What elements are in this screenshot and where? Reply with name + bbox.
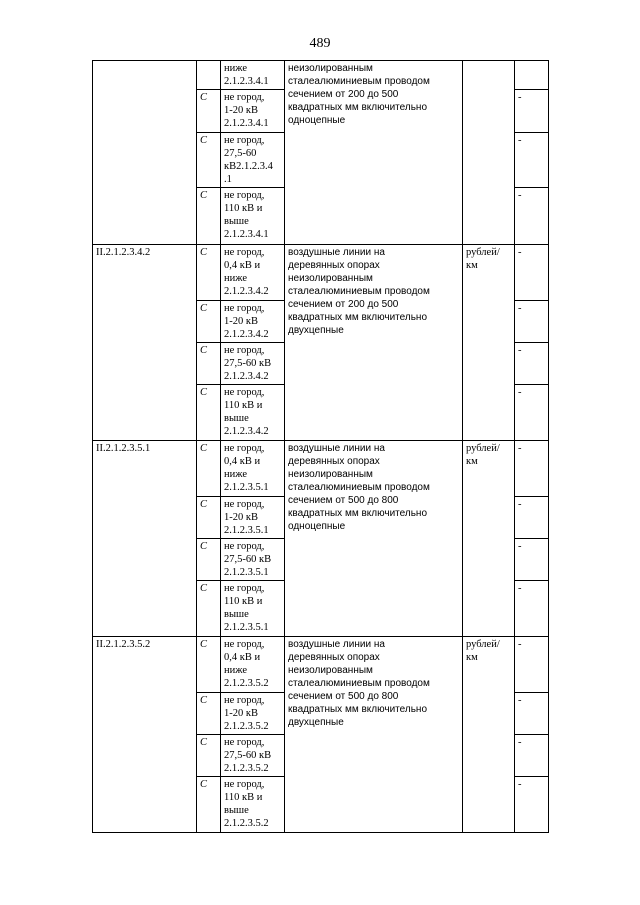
value-cell: -	[515, 133, 549, 188]
voltage-class-letter: С	[197, 637, 221, 693]
unit-cell	[463, 61, 515, 245]
value-cell: -	[515, 539, 549, 581]
voltage-class-letter: С	[197, 497, 221, 539]
voltage-subject: не город, 110 кВ и выше 2.1.2.3.5.1	[221, 581, 285, 637]
voltage-subject: не город, 110 кВ и выше 2.1.2.3.4.2	[221, 385, 285, 441]
row-code: II.2.1.2.3.5.2	[93, 637, 197, 833]
voltage-class-letter: С	[197, 133, 221, 188]
table-row	[93, 637, 549, 693]
unit-cell: рублей/ км	[463, 441, 515, 637]
value-cell: -	[515, 581, 549, 637]
voltage-class-letter: С	[197, 385, 221, 441]
voltage-subject: не город, 27,5-60 кВ2.1.2.3.4 .1	[221, 133, 285, 188]
table-row	[93, 245, 549, 301]
value-cell: -	[515, 735, 549, 777]
line-description: воздушные линии на деревянных опорах неизолированным сталеалюминиевым проводом сечением от 500 до 800 квадратных мм включительно одноцепные	[285, 441, 463, 637]
voltage-class-letter: С	[197, 301, 221, 343]
value-cell: -	[515, 497, 549, 539]
voltage-class-letter: С	[197, 90, 221, 133]
voltage-subject: не город, 0,4 кВ и ниже 2.1.2.3.5.2	[221, 637, 285, 693]
voltage-class-letter: С	[197, 735, 221, 777]
value-cell: -	[515, 90, 549, 133]
page-number: 489	[309, 36, 331, 51]
value-cell: -	[515, 441, 549, 497]
voltage-class-letter: С	[197, 539, 221, 581]
voltage-subject: не город, 0,4 кВ и ниже 2.1.2.3.4.2	[221, 245, 285, 301]
value-cell: -	[515, 245, 549, 301]
voltage-subject: не город, 1-20 кВ 2.1.2.3.5.1	[221, 497, 285, 539]
voltage-class-letter: С	[197, 245, 221, 301]
value-cell: -	[515, 777, 549, 833]
value-cell: -	[515, 637, 549, 693]
unit-cell: рублей/ км	[463, 637, 515, 833]
tariff-table	[92, 60, 549, 833]
voltage-subject: не город, 27,5-60 кВ 2.1.2.3.5.2	[221, 735, 285, 777]
value-cell: -	[515, 343, 549, 385]
voltage-subject: не город, 0,4 кВ и ниже 2.1.2.3.5.1	[221, 441, 285, 497]
value-cell: -	[515, 693, 549, 735]
row-code: II.2.1.2.3.4.2	[93, 245, 197, 441]
voltage-subject: не город, 27,5-60 кВ 2.1.2.3.4.2	[221, 343, 285, 385]
value-cell	[515, 61, 549, 90]
unit-cell: рублей/ км	[463, 245, 515, 441]
value-cell: -	[515, 301, 549, 343]
voltage-class-letter: С	[197, 441, 221, 497]
voltage-class-letter: С	[197, 343, 221, 385]
voltage-subject: не город, 110 кВ и выше 2.1.2.3.5.2	[221, 777, 285, 833]
value-cell: -	[515, 385, 549, 441]
voltage-class-letter: С	[197, 188, 221, 245]
voltage-subject: не город, 1-20 кВ 2.1.2.3.4.1	[221, 90, 285, 133]
row-code	[93, 61, 197, 245]
voltage-class-letter: С	[197, 581, 221, 637]
value-cell: -	[515, 188, 549, 245]
voltage-subject: не город, 27,5-60 кВ 2.1.2.3.5.1	[221, 539, 285, 581]
line-description: воздушные линии на деревянных опорах неизолированным сталеалюминиевым проводом сечением от 200 до 500 квадратных мм включительно двухцепные	[285, 245, 463, 441]
table-row	[93, 61, 549, 90]
voltage-subject: не город, 1-20 кВ 2.1.2.3.5.2	[221, 693, 285, 735]
voltage-subject: не город, 110 кВ и выше 2.1.2.3.4.1	[221, 188, 285, 245]
voltage-class-letter: С	[197, 693, 221, 735]
voltage-class-letter	[197, 61, 221, 90]
voltage-subject: ниже 2.1.2.3.4.1	[221, 61, 285, 90]
line-description: неизолированным сталеалюминиевым проводом сечением от 200 до 500 квадратных мм включительно одноцепные	[285, 61, 463, 245]
table-row	[93, 441, 549, 497]
voltage-class-letter: С	[197, 777, 221, 833]
voltage-subject: не город, 1-20 кВ 2.1.2.3.4.2	[221, 301, 285, 343]
line-description: воздушные линии на деревянных опорах неизолированным сталеалюминиевым проводом сечением от 500 до 800 квадратных мм включительно двухцепные	[285, 637, 463, 833]
row-code: II.2.1.2.3.5.1	[93, 441, 197, 637]
